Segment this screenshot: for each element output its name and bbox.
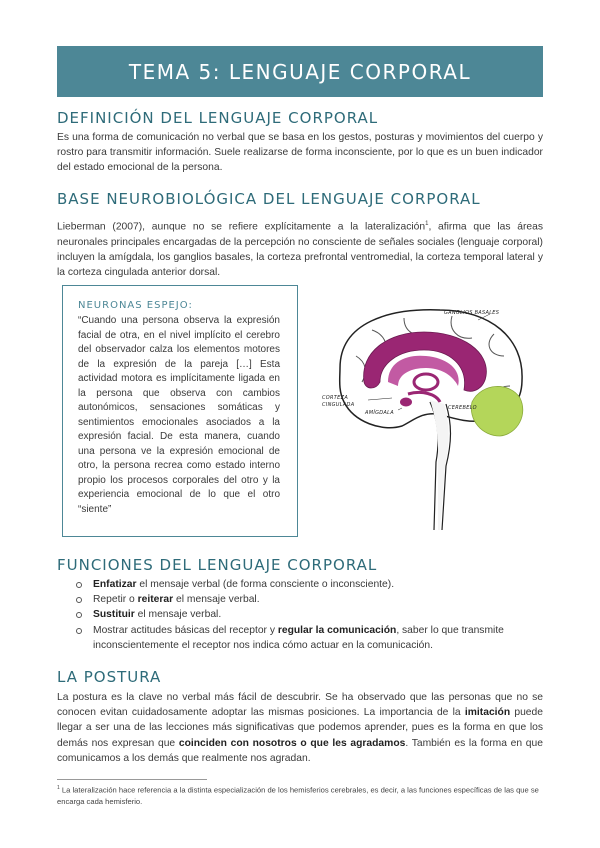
functions-heading: FUNCIONES DEL LENGUAJE CORPORAL: [57, 556, 378, 574]
brain-illustration: [312, 290, 552, 540]
page-title: TEMA 5: LENGUAJE CORPORAL: [57, 46, 543, 97]
footnote-divider: [57, 779, 207, 780]
cerebellum: [471, 386, 522, 436]
list-item: Repetir o reiterar el mensaje verbal.: [75, 592, 545, 607]
neurobiology-text: [57, 217, 543, 280]
footnote: $^1$ La lateralización hace referencia a la distinta especialización de los hemisferios cerebrales, es decir, a las funciones específicas de las que se encarga cada hemisferio.: [57, 785, 539, 806]
definition-text: Es una forma de comunicación no verbal que se basa en los gestos, posturas y movimientos del cuerpo y rostro para transmitir información. Suele realizarse de forma inconsciente, por lo que es un buen indicador del estado emocional de la persona.: [57, 132, 543, 174]
basal-ganglia: [414, 374, 438, 390]
label-amygdala: AMÍGDALA: [365, 410, 394, 416]
label-cerebellum: CEREBELO: [448, 405, 477, 411]
posture-heading: LA POSTURA: [57, 668, 162, 686]
neurobiology-text-a: Lieberman (2007), aunque no se refiere explícitamente a la lateralización: [57, 221, 426, 233]
functions-list: [75, 577, 545, 653]
neurobiology-heading: BASE NEUROBIOLÓGICA DEL LENGUAJE CORPORAL: [57, 190, 481, 208]
footnote-ref[interactable]: 1: [425, 221, 429, 227]
brain-sagittal-icon: [312, 290, 552, 540]
list-item: Sustituir el mensaje verbal.: [75, 607, 545, 622]
label-cingulate-1: CORTEZA: [322, 395, 349, 401]
label-basal-ganglia: GANGLIOS BASALES: [444, 310, 500, 316]
posture-text: La postura es la clave no verbal más fácil de descubrir. Se ha observado que las personas que no se conocen evitan cuidadosamente adoptar las mismas posiciones. La importancia de la imitación puede llegar a ser una de las lecciones más significativas que podemos aprender, pues es la forma en que los demás nos expresan que coinciden con nosotros o que les agradamos. También es la forma en que comunicamos a los demás que realmente nos agradan.: [57, 692, 543, 764]
list-item: Mostrar actitudes básicas del receptor y regular la comunicación, saber lo que transmite inconscientemente el receptor nos indica cómo actuar en la comunicación.: [75, 623, 545, 653]
amygdala: [400, 398, 412, 407]
neurobiology-text-b: , afirma que las áreas neuronales principales encargadas de la percepción no consciente de señales sociales (lenguaje corporal) incluyen la amígdala, los ganglios basales, la corteza prefrontal ventromedial, la corteza temporal lateral y la corteza cingulada anterior dorsal.: [57, 221, 543, 279]
label-cingulate-2: CINGULADA: [322, 402, 355, 408]
mirror-neurons-quote: “Cuando una persona observa la expresión facial de otra, en el nivel implícito el cerebro del observador calza los elementos motores de la expresión de la pareja […] Esta actividad motora es implícitamente ligada en la persona que observa con cambios autonómicos, sensaciones somáticas y sentimientos emocionales asociados a la expresión facial. De esta manera, cuando una persona ve la expresión emocional de otro, la persona recrea como estado interno propio los procesos corporales del otro y la experiencia emocional de lo que el otro “siente”: [78, 315, 280, 515]
mirror-neurons-box: [62, 285, 298, 537]
mirror-neurons-title: NEURONAS ESPEJO:: [78, 300, 193, 311]
list-item: Enfatizar el mensaje verbal (de forma consciente o inconsciente).: [75, 577, 545, 592]
definition-heading: DEFINICIÓN DEL LENGUAJE CORPORAL: [57, 109, 379, 127]
